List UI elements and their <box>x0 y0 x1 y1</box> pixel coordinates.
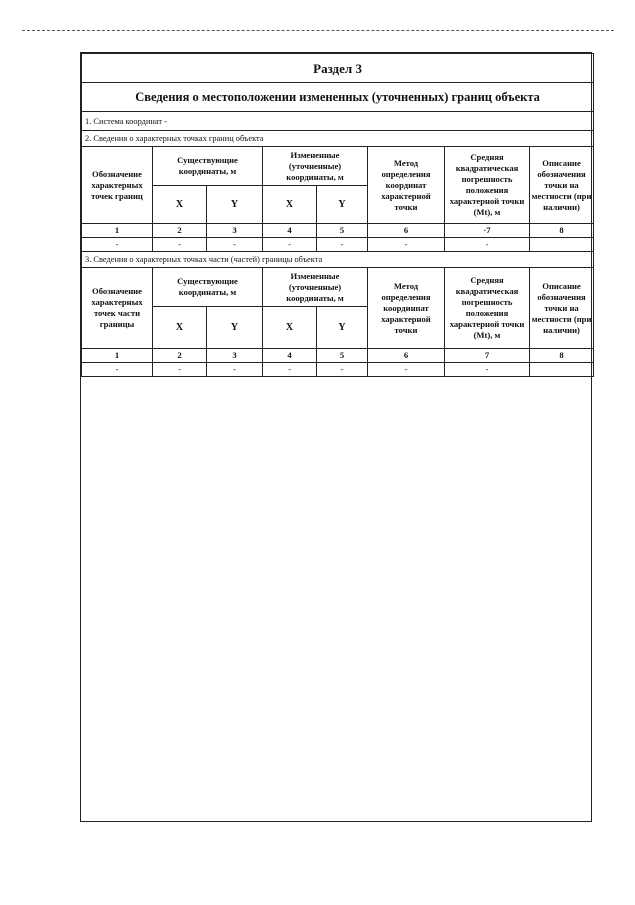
t1-col-existing: Существующие координаты, м <box>153 147 263 186</box>
t2-changed-y: Y <box>317 307 368 349</box>
points-section-label: 2. Сведения о характерных точках границ объекта <box>82 131 594 147</box>
t2-col-changed: Измененные (уточненные) координаты, м <box>263 268 368 307</box>
top-scan-line <box>22 30 614 31</box>
part-section-label: 3. Сведения о характерных точках части (частей) границы объекта <box>82 252 594 268</box>
section-frame <box>80 52 592 822</box>
t1-changed-y: Y <box>317 186 368 224</box>
t2-col-description: Описание обозначения точки на местности (при наличии) <box>530 268 594 349</box>
t1-col-error: Средняя квадратическая погрешность положения характерной точки (Mt), м <box>445 147 530 224</box>
t1-existing-x: X <box>153 186 207 224</box>
t1-col-method: Метод определения координат характерной точки <box>368 147 445 224</box>
t1-changed-x: X <box>263 186 317 224</box>
t1-col-designation: Обозначение характерных точек границ <box>82 147 153 224</box>
t1-col-changed: Измененные (уточненные) координаты, м <box>263 147 368 186</box>
t2-changed-x: X <box>263 307 317 349</box>
t2-number-row: 1 2 3 4 5 6 7 8 <box>82 349 594 363</box>
t2-existing-x: X <box>153 307 207 349</box>
t2-col-error: Средняя квадратическая погрешность положения характерной точки (Mt), м <box>445 268 530 349</box>
t2-col-designation: Обозначение характерных точек части границы <box>82 268 153 349</box>
coord-system-label: 1. Система координат - <box>82 112 594 131</box>
t2-col-existing: Существующие координаты, м <box>153 268 263 307</box>
t2-existing-y: Y <box>207 307 263 349</box>
section-table <box>81 53 594 377</box>
t2-col-method: Метод определения координпат характерной точки <box>368 268 445 349</box>
t1-existing-y: Y <box>207 186 263 224</box>
t2-data-row: - - - - - - - <box>82 363 594 377</box>
t1-col-description: Описание обозначения точки на местности (при наличии) <box>530 147 594 224</box>
main-title: Сведения о местоположении измененных (уточненных) границ объекта <box>82 83 594 112</box>
t1-data-row: - - - - - - - <box>82 238 594 252</box>
section-title: Раздел 3 <box>82 54 594 83</box>
t1-number-row: 1 2 3 4 5 6 ·7 8 <box>82 224 594 238</box>
